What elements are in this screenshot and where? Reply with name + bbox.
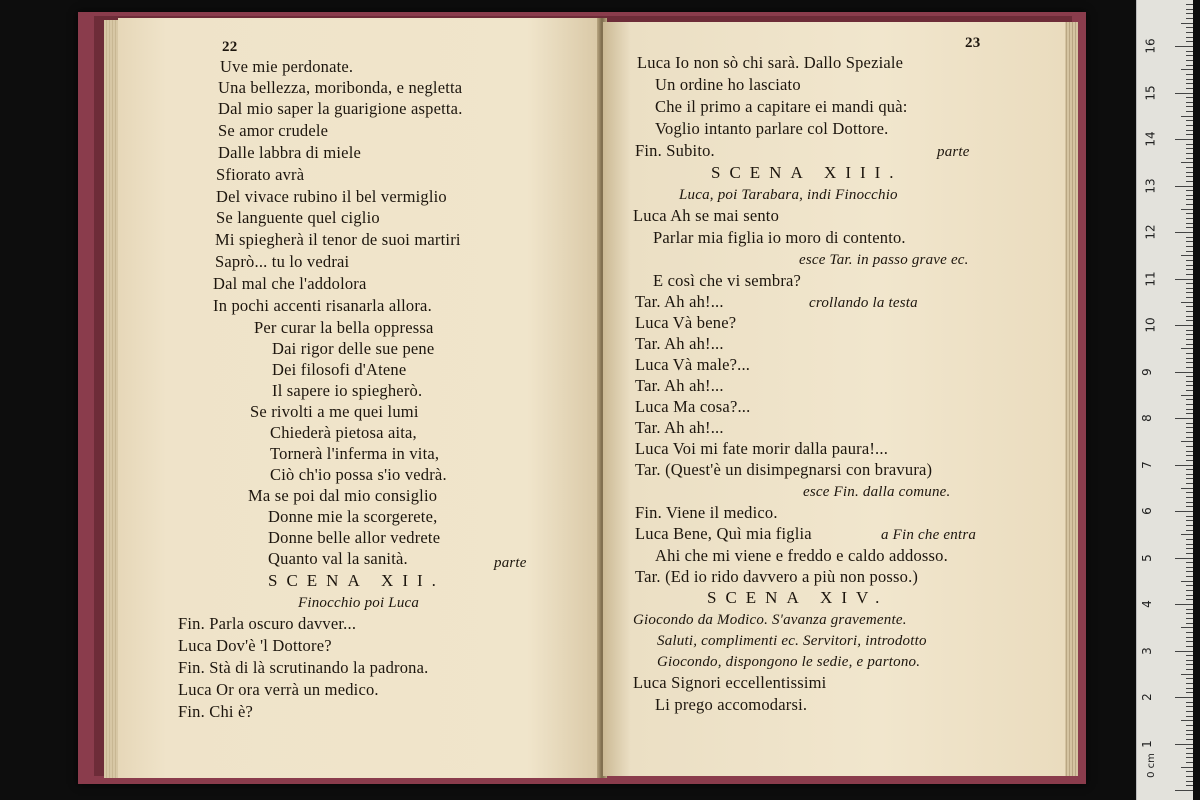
- text-line: E così che vi sembra?: [653, 271, 802, 290]
- ruler-number: 11: [1143, 270, 1158, 287]
- ruler-tick: [1186, 251, 1193, 252]
- ruler-tick: [1186, 492, 1193, 493]
- dialogue-line: Luca Bene, Quì mia figlia: [635, 524, 812, 543]
- stage-direction: crollando la testa: [809, 295, 918, 311]
- ruler-tick: [1186, 539, 1193, 540]
- ruler-tick: [1186, 390, 1193, 391]
- ruler-tick: [1186, 702, 1193, 703]
- ruler-tick: [1186, 4, 1193, 5]
- dialogue-line: Luca Io non sò chi sarà. Dallo Speziale: [637, 53, 904, 72]
- ruler-tick: [1186, 260, 1193, 261]
- ruler-tick: [1186, 623, 1193, 624]
- ruler-tick: [1186, 55, 1193, 56]
- ruler-tick: [1186, 102, 1193, 103]
- dialogue-line: Fin. Stà di là scrutinando la padrona.: [178, 658, 429, 677]
- left-page: [118, 18, 600, 778]
- ruler-tick: [1186, 9, 1193, 10]
- stage-direction: esce Tar. in passo grave ec.: [799, 252, 969, 268]
- text-line: Voglio intanto parlare col Dottore.: [655, 119, 889, 138]
- ruler-tick: [1181, 581, 1193, 582]
- ruler-tick: [1186, 37, 1193, 38]
- ruler-tick: [1186, 571, 1193, 572]
- ruler-tick: [1186, 181, 1193, 182]
- ruler-tick: [1186, 120, 1193, 121]
- text-line: Dei filosofi d'Atene: [272, 360, 407, 379]
- ruler-tick: [1175, 744, 1193, 745]
- ruler-tick: [1186, 167, 1193, 168]
- page-number: 23: [965, 35, 981, 51]
- text-line: Del vivace rubino il bel vermiglio: [216, 187, 447, 206]
- ruler-tick: [1181, 534, 1193, 535]
- ruler-tick: [1175, 465, 1193, 466]
- ruler-number: 10: [1143, 317, 1158, 333]
- ruler-tick: [1186, 79, 1193, 80]
- ruler-tick: [1186, 274, 1193, 275]
- ruler-tick: [1186, 51, 1193, 52]
- ruler-tick: [1186, 771, 1193, 772]
- dialogue-line: Fin. Subito.: [635, 141, 715, 160]
- ruler-tick: [1186, 632, 1193, 633]
- ruler-tick: [1186, 711, 1193, 712]
- ruler-tick: [1186, 590, 1193, 591]
- scene-heading: SCENA XIII.: [711, 163, 903, 182]
- ruler-tick: [1186, 32, 1193, 33]
- ruler-tick: [1175, 232, 1193, 233]
- ruler-tick: [1186, 204, 1193, 205]
- ruler-tick: [1186, 367, 1193, 368]
- ruler-tick: [1186, 641, 1193, 642]
- ruler-tick: [1186, 148, 1193, 149]
- text-line: Dal mio saper la guarigione aspetta.: [218, 99, 463, 118]
- ruler-tick: [1186, 516, 1193, 517]
- ruler-tick: [1186, 567, 1193, 568]
- ruler-tick: [1186, 725, 1193, 726]
- ruler-tick: [1186, 413, 1193, 414]
- ruler-tick: [1186, 218, 1193, 219]
- text-line: Parlar mia figlia io moro di contento.: [653, 228, 906, 247]
- ruler-tick: [1186, 548, 1193, 549]
- ruler-unit-label: 0 cm: [1145, 753, 1157, 778]
- ruler-tick: [1186, 637, 1193, 638]
- ruler-tick: [1186, 688, 1193, 689]
- ruler-tick: [1186, 599, 1193, 600]
- ruler-tick: [1186, 144, 1193, 145]
- ruler-tick: [1186, 134, 1193, 135]
- dialogue-line: Tar. Ah ah!...: [635, 376, 724, 395]
- ruler-tick: [1186, 544, 1193, 545]
- ruler-number: 2: [1139, 693, 1154, 701]
- dialogue-line: Tar. Ah ah!...: [635, 334, 724, 353]
- ruler-tick: [1186, 762, 1193, 763]
- dialogue-line: Luca Or ora verrà un medico.: [178, 680, 379, 699]
- ruler-number: 15: [1143, 84, 1158, 101]
- text-line: Un ordine ho lasciato: [655, 75, 801, 94]
- ruler-tick: [1186, 399, 1193, 400]
- dialogue-line: Luca Ah se mai sento: [633, 206, 780, 225]
- dialogue-line: Tar. (Ed io rido davvero a più non posso.): [635, 567, 919, 586]
- text-line: Sfiorato avrà: [216, 165, 305, 184]
- ruler-tick: [1181, 488, 1193, 489]
- stage-direction: Finocchio poi Luca: [298, 595, 420, 611]
- dialogue-line: Luca Và bene?: [635, 313, 737, 332]
- ruler-tick: [1186, 381, 1193, 382]
- ruler-tick: [1175, 93, 1193, 94]
- ruler-tick: [1181, 674, 1193, 675]
- ruler-number: 12: [1143, 224, 1158, 240]
- ruler-number: 14: [1143, 131, 1158, 147]
- ruler-tick: [1186, 353, 1193, 354]
- ruler-tick: [1186, 613, 1193, 614]
- ruler-tick: [1186, 199, 1193, 200]
- text-line: Li prego accomodarsi.: [655, 695, 808, 714]
- ruler-tick: [1186, 669, 1193, 670]
- ruler-tick: [1175, 325, 1193, 326]
- ruler-tick: [1186, 757, 1193, 758]
- ruler-tick: [1186, 65, 1193, 66]
- ruler-tick: [1186, 320, 1193, 321]
- ruler-tick: [1175, 697, 1193, 698]
- ruler-tick: [1175, 790, 1193, 791]
- ruler-tick: [1186, 618, 1193, 619]
- ruler-tick: [1175, 186, 1193, 187]
- ruler-number: 13: [1143, 177, 1158, 194]
- ruler-tick: [1186, 288, 1193, 289]
- ruler-tick: [1181, 116, 1193, 117]
- dialogue-line: Fin. Viene il medico.: [635, 503, 778, 522]
- stage-direction: Giocondo, dispongono le sedie, e partono.: [657, 654, 921, 670]
- ruler-tick: [1186, 334, 1193, 335]
- dialogue-line: Luca Và male?...: [635, 355, 751, 374]
- dialogue-line: Luca Dov'è 'l Dottore?: [178, 636, 332, 655]
- ruler-tick: [1175, 651, 1193, 652]
- ruler-tick: [1186, 585, 1193, 586]
- ruler-tick: [1181, 209, 1193, 210]
- ruler-tick: [1186, 423, 1193, 424]
- ruler-tick: [1186, 18, 1193, 19]
- ruler-tick: [1186, 427, 1193, 428]
- page-edges-right: [1064, 22, 1078, 776]
- ruler-tick: [1186, 27, 1193, 28]
- ruler-tick: [1186, 223, 1193, 224]
- dialogue-line: Fin. Parla oscuro davver...: [178, 614, 357, 633]
- ruler-tick: [1175, 604, 1193, 605]
- page-number: 22: [222, 39, 238, 55]
- ruler-tick: [1186, 241, 1193, 242]
- ruler-tick: [1181, 23, 1193, 24]
- ruler-tick: [1186, 306, 1193, 307]
- text-line: Se amor crudele: [218, 121, 329, 140]
- ruler-tick: [1175, 372, 1193, 373]
- ruler-number: 6: [1139, 507, 1154, 515]
- ruler-tick: [1186, 562, 1193, 563]
- text-line: In pochi accenti risanarla allora.: [213, 296, 432, 315]
- ruler-tick: [1186, 158, 1193, 159]
- stage-direction: a Fin che entra: [881, 527, 977, 543]
- ruler-tick: [1186, 97, 1193, 98]
- stage-direction: parte: [494, 555, 527, 571]
- text-line: Uve mie perdonate.: [220, 57, 354, 76]
- stage-direction: parte: [937, 144, 970, 160]
- ruler-tick: [1175, 46, 1193, 47]
- ruler-tick: [1186, 269, 1193, 270]
- ruler-tick: [1186, 106, 1193, 107]
- ruler-number: 3: [1139, 646, 1154, 655]
- text-line: Quanto val la sanità.: [268, 549, 408, 568]
- ruler-tick: [1186, 474, 1193, 475]
- ruler-number: 16: [1143, 38, 1158, 54]
- ruler-tick: [1186, 265, 1193, 266]
- text-line: Ahi che mi viene e freddo e caldo addosso.: [655, 546, 948, 565]
- ruler-tick: [1181, 395, 1193, 396]
- ruler-tick: [1186, 83, 1193, 84]
- ruler-tick: [1186, 60, 1193, 61]
- ruler-tick: [1186, 739, 1193, 740]
- ruler-number: 9: [1139, 367, 1154, 376]
- dialogue-line: Luca Voi mi fate morir dalla paura!...: [635, 439, 889, 458]
- ruler-tick: [1186, 595, 1193, 596]
- ruler-tick: [1186, 753, 1193, 754]
- text-line: Chiederà pietosa aita,: [270, 423, 417, 442]
- text-line: Una bellezza, moribonda, e negletta: [218, 78, 463, 97]
- ruler-tick: [1186, 525, 1193, 526]
- dialogue-line: Tar. Ah ah!...: [635, 292, 724, 311]
- ruler-tick: [1186, 530, 1193, 531]
- ruler-tick: [1181, 69, 1193, 70]
- ruler-tick: [1186, 344, 1193, 345]
- text-line: Saprò... tu lo vedrai: [215, 252, 350, 271]
- ruler-tick: [1186, 716, 1193, 717]
- ruler-tick: [1186, 195, 1193, 196]
- ruler-tick: [1181, 720, 1193, 721]
- ruler-tick: [1186, 660, 1193, 661]
- ruler-tick: [1186, 283, 1193, 284]
- ruler-tick: [1181, 255, 1193, 256]
- ruler-tick: [1186, 664, 1193, 665]
- ruler-tick: [1186, 781, 1193, 782]
- dialogue-line: Luca Signori eccellentissimi: [633, 673, 827, 692]
- ruler-number: 4: [1139, 600, 1154, 608]
- ruler-tick: [1186, 692, 1193, 693]
- dialogue-line: Luca Ma cosa?...: [635, 397, 751, 416]
- ruler-tick: [1186, 455, 1193, 456]
- dialogue-line: Tar. (Quest'è un disimpegnarsi con bravura): [635, 460, 933, 479]
- text-line: Se rivolti a me quei lumi: [250, 402, 419, 421]
- stage-direction: Giocondo da Modico. S'avanza gravemente.: [633, 612, 907, 628]
- text-line: Donne mie la scorgerete,: [268, 507, 438, 526]
- ruler-tick: [1186, 153, 1193, 154]
- ruler-tick: [1186, 311, 1193, 312]
- text-line: Mi spiegherà il tenor de suoi martiri: [215, 230, 461, 249]
- right-page: [603, 22, 1065, 776]
- ruler-tick: [1186, 678, 1193, 679]
- ruler-tick: [1186, 362, 1193, 363]
- text-line: Dai rigor delle sue pene: [272, 339, 435, 358]
- text-line: Il sapere io spiegherò.: [272, 381, 423, 400]
- ruler-tick: [1186, 520, 1193, 521]
- ruler-tick: [1186, 13, 1193, 14]
- ruler-tick: [1175, 511, 1193, 512]
- ruler-tick: [1186, 655, 1193, 656]
- ruler-tick: [1186, 706, 1193, 707]
- text-line: Donne belle allor vedrete: [268, 528, 441, 547]
- ruler-tick: [1186, 748, 1193, 749]
- ruler-number: 1: [1139, 739, 1154, 748]
- ruler-tick: [1186, 316, 1193, 317]
- ruler-tick: [1186, 385, 1193, 386]
- ruler-tick: [1186, 404, 1193, 405]
- ruler-tick: [1186, 358, 1193, 359]
- ruler-tick: [1186, 730, 1193, 731]
- ruler-tick: [1181, 302, 1193, 303]
- ruler-tick: [1186, 469, 1193, 470]
- ruler-tick: [1186, 130, 1193, 131]
- ruler-tick: [1186, 478, 1193, 479]
- ruler-tick: [1186, 785, 1193, 786]
- stage-direction: esce Fin. dalla comune.: [803, 484, 951, 500]
- ruler-tick: [1186, 125, 1193, 126]
- ruler-number: 5: [1139, 553, 1154, 562]
- ruler-number: 8: [1139, 414, 1154, 422]
- ruler-tick: [1186, 88, 1193, 89]
- text-line: Per curar la bella oppressa: [254, 318, 434, 337]
- ruler-tick: [1186, 483, 1193, 484]
- scene-heading: SCENA XIV.: [707, 588, 889, 607]
- text-line: Ciò ch'io possa s'io vedrà.: [270, 465, 447, 484]
- ruler-tick: [1186, 111, 1193, 112]
- ruler-tick: [1186, 330, 1193, 331]
- ruler-tick: [1186, 683, 1193, 684]
- ruler-tick: [1175, 279, 1193, 280]
- ruler-tick: [1186, 176, 1193, 177]
- ruler-tick: [1175, 418, 1193, 419]
- ruler-tick: [1186, 227, 1193, 228]
- ruler-tick: [1186, 576, 1193, 577]
- ruler-number: 7: [1139, 460, 1154, 469]
- stage-direction: Luca, poi Tarabara, indi Finocchio: [679, 187, 898, 203]
- ruler-tick: [1186, 376, 1193, 377]
- ruler-tick: [1186, 502, 1193, 503]
- measurement-ruler: [1136, 0, 1193, 800]
- ruler-tick: [1186, 292, 1193, 293]
- ruler-tick: [1186, 237, 1193, 238]
- ruler-tick: [1186, 432, 1193, 433]
- ruler-tick: [1181, 348, 1193, 349]
- ruler-tick: [1186, 297, 1193, 298]
- ruler-tick: [1186, 497, 1193, 498]
- ruler-tick: [1186, 451, 1193, 452]
- ruler-tick: [1181, 441, 1193, 442]
- ruler-tick: [1186, 246, 1193, 247]
- ruler-tick: [1186, 190, 1193, 191]
- dialogue-line: Tar. Ah ah!...: [635, 418, 724, 437]
- text-line: Ma se poi dal mio consiglio: [248, 486, 438, 505]
- dialogue-line: Fin. Chi è?: [178, 702, 254, 721]
- ruler-tick: [1181, 627, 1193, 628]
- scene-heading: SCENA XII.: [268, 571, 445, 590]
- ruler-tick: [1186, 460, 1193, 461]
- ruler-tick: [1186, 172, 1193, 173]
- ruler-tick: [1175, 558, 1193, 559]
- ruler-tick: [1186, 609, 1193, 610]
- ruler-tick: [1186, 646, 1193, 647]
- ruler-tick: [1181, 767, 1193, 768]
- text-line: Se languente quel ciglio: [216, 208, 380, 227]
- text-line: Tornerà l'inferma in vita,: [270, 444, 440, 463]
- ruler-tick: [1175, 139, 1193, 140]
- text-line: Che il primo a capitare ei mandi quà:: [655, 97, 908, 116]
- ruler-tick: [1186, 74, 1193, 75]
- ruler-tick: [1186, 409, 1193, 410]
- stage-direction: Saluti, complimenti ec. Servitori, introdotto: [657, 633, 927, 649]
- ruler-tick: [1186, 41, 1193, 42]
- ruler-tick: [1186, 213, 1193, 214]
- ruler-tick: [1181, 162, 1193, 163]
- ruler-tick: [1186, 339, 1193, 340]
- ruler-tick: [1186, 437, 1193, 438]
- text-line: Dal mal che l'addolora: [213, 274, 367, 293]
- ruler-tick: [1186, 446, 1193, 447]
- ruler-tick: [1186, 734, 1193, 735]
- ruler-tick: [1186, 776, 1193, 777]
- text-line: Dalle labbra di miele: [218, 143, 362, 162]
- ruler-tick: [1186, 553, 1193, 554]
- ruler-tick: [1186, 506, 1193, 507]
